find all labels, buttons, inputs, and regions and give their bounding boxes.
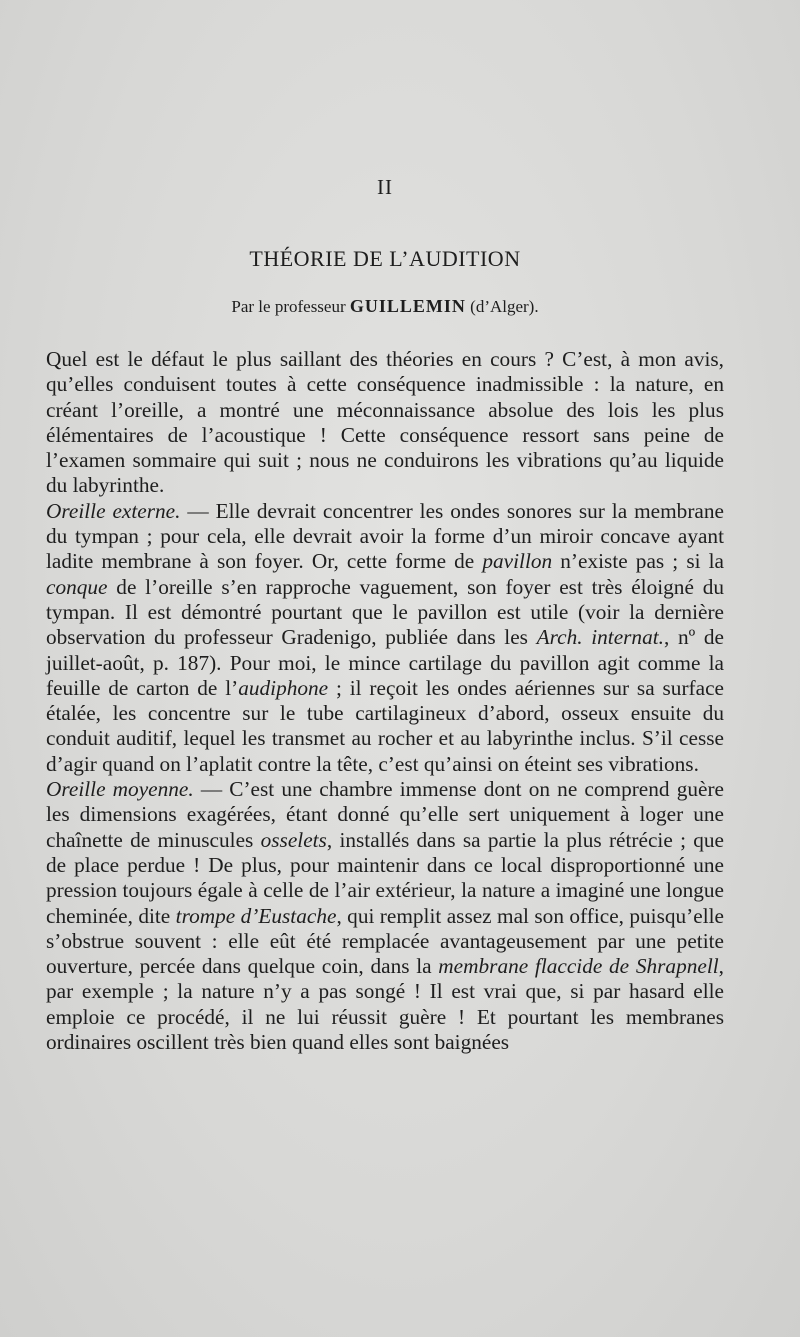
italic-term: audiphone [238, 675, 329, 700]
paragraph-text: , installés dans sa partie la plus rétrécie ; que de place perdue ! De plus, pour maintenir dans ce local disproportionné une pression toujours égale à celle de l’air extérieur, la nature a imaginé une longue cheminée, dite [46, 827, 724, 928]
byline-author: GUILLEMIN [349, 296, 466, 316]
paragraph-text: de l’oreille s’en rapproche vaguement, son foyer est très éloigné du tympan. Il est démontré pourtant que le pavillon est utile (voir la dernière observation du professeur Gradenigo, publiée dans les [46, 574, 724, 650]
section-label-oreille-moyenne: Oreille moyenne. [46, 777, 194, 802]
byline-prefix: Par le professeur [231, 297, 346, 316]
paragraph-text: — C’est une chambre immense dont on ne comprend guère les dimensions exagérées, étant donné qu’elle sert uniquement à loger une chaînette de minuscules [46, 777, 724, 852]
paragraph-text: , qui remplit assez mal son office, puisqu’elle s’obstrue souvent : elle eût été remplacée avantageusement par une petite ouverture, percée dans quelque coin, dans la [46, 903, 725, 979]
paragraph-text: , nº de juillet-août, p. 187). Pour moi, le mince cartilage du pavillon agit comme la feuille de carton de l’ [46, 625, 724, 700]
italic-term: conque [46, 574, 108, 599]
paragraph-text: ; il reçoit les ondes aériennes sur sa surface étalée, les concentre sur le tube cartilagineux d’abord, osseux ensuite du conduit auditif, lequel les transmet au rocher et au labyrinthe inclus. S’il cesse d’agir quand on l’aplatit contre la tête, c’est qu’ainsi on éteint ses vibrations. [46, 675, 724, 776]
paragraph-text: n’existe pas ; si la [552, 549, 725, 574]
italic-term: osselets [260, 827, 327, 852]
paragraph-text: , par exemple ; la nature n’y a pas songé ! Il est vrai que, si par hasard elle emploie ce procédé, il ne lui réussit guère ! Et pourtant les membranes ordinaires oscillent très bien quand elles sont baignées [46, 954, 724, 1055]
chapter-title: THÉORIE DE L’AUDITION [249, 246, 521, 271]
paragraph-intro [46, 347, 724, 499]
byline [46, 296, 724, 317]
paragraph-oreille-externe [46, 499, 724, 777]
section-label-oreille-externe: Oreille externe. [46, 498, 181, 523]
italic-term: membrane flaccide de Shrapnell [438, 954, 719, 979]
paragraph-oreille-moyenne [46, 777, 724, 1055]
byline-suffix: (d’Alger). [470, 297, 539, 316]
italic-term: pavillon [482, 549, 553, 574]
italic-citation: Arch. internat. [536, 625, 664, 650]
page-text [46, 175, 724, 1055]
italic-term: trompe d’Eustache [175, 903, 337, 928]
paragraph-text: — Elle devrait concentrer les ondes sonores sur la membrane du tympan ; pour cela, elle devrait avoir la forme d’un miroir concave ayant ladite membrane à son foyer. Or, cette forme de [46, 498, 724, 574]
chapter-number: II [377, 175, 393, 199]
paragraph-intro-text: Quel est le défaut le plus saillant des théories en cours ? C’est, à mon avis, qu’elles conduisent toutes à cette conséquence inadmissible : la nature, en créant l’oreille, a montré une méconnaissance absolue des lois les plus élémentaires de l’acoustique ! Cette conséquence ressort sans peine de l’examen sommaire qui suit ; nous ne conduirons les vibrations qu’au liquide du labyrinthe. [46, 347, 724, 498]
